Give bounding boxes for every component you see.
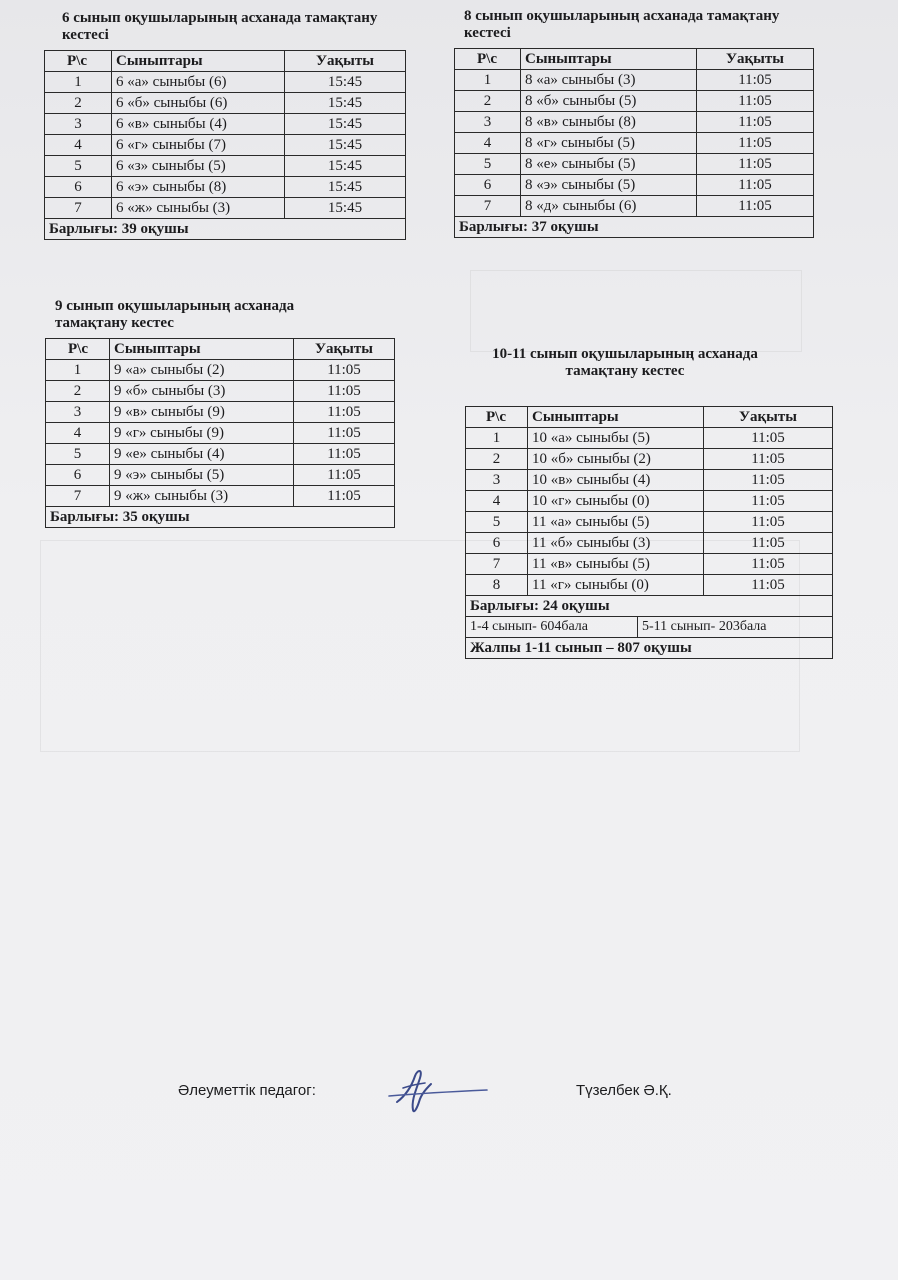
row-time: 11:05	[294, 360, 395, 381]
row-num: 7	[466, 554, 528, 575]
row-class: 9 «ж» сыныбы (3)	[110, 486, 294, 507]
table-row	[466, 428, 833, 449]
row-class: 9 «е» сыныбы (4)	[110, 444, 294, 465]
header-row	[46, 339, 395, 360]
row-class: 6 «б» сыныбы (6)	[112, 93, 285, 114]
table-title	[45, 298, 355, 332]
table-row	[455, 91, 814, 112]
table-row	[455, 175, 814, 196]
row-num: 3	[455, 112, 521, 133]
total-row	[46, 507, 395, 528]
table-grade-6	[44, 10, 406, 240]
row-num: 5	[46, 444, 110, 465]
row-num: 5	[466, 512, 528, 533]
table-grade-8	[454, 8, 814, 238]
row-class: 6 «з» сыныбы (5)	[112, 156, 285, 177]
schedule-table	[45, 338, 395, 528]
row-time: 11:05	[697, 196, 814, 217]
table-row	[466, 491, 833, 512]
header-num: Р\с	[466, 407, 528, 428]
summary-row	[466, 617, 833, 638]
table-title	[44, 10, 406, 44]
table-row	[45, 93, 406, 114]
header-row	[466, 407, 833, 428]
row-time: 11:05	[704, 449, 833, 470]
table-row	[466, 470, 833, 491]
row-time: 15:45	[285, 114, 406, 135]
row-class: 9 «э» сыныбы (5)	[110, 465, 294, 486]
row-time: 15:45	[285, 177, 406, 198]
row-class: 8 «г» сыныбы (5)	[521, 133, 697, 154]
schedule-table	[454, 48, 814, 238]
row-time: 11:05	[697, 91, 814, 112]
table-row	[45, 72, 406, 93]
table-row	[45, 135, 406, 156]
header-time: Уақыты	[285, 51, 406, 72]
row-class: 11 «а» сыныбы (5)	[528, 512, 704, 533]
row-time: 11:05	[294, 465, 395, 486]
row-num: 6	[45, 177, 112, 198]
title-text: 6 сынып оқушыларының асханада тамақтану кестесі	[62, 10, 378, 43]
total-row	[45, 219, 406, 240]
total-cell: Барлығы: 35 оқушы	[46, 507, 395, 528]
row-num: 6	[455, 175, 521, 196]
row-time: 11:05	[294, 423, 395, 444]
row-num: 7	[46, 486, 110, 507]
table-row	[455, 112, 814, 133]
row-time: 11:05	[704, 428, 833, 449]
row-class: 8 «д» сыныбы (6)	[521, 196, 697, 217]
row-time: 11:05	[294, 381, 395, 402]
grand-total-row	[466, 638, 833, 659]
table-row	[46, 423, 395, 444]
table-row	[466, 575, 833, 596]
row-class: 9 «б» сыныбы (3)	[110, 381, 294, 402]
header-class: Сыныптары	[110, 339, 294, 360]
row-time: 11:05	[704, 554, 833, 575]
row-time: 11:05	[697, 70, 814, 91]
row-class: 6 «в» сыныбы (4)	[112, 114, 285, 135]
header-num: Р\с	[45, 51, 112, 72]
table-row	[45, 198, 406, 219]
row-num: 4	[466, 491, 528, 512]
row-class: 11 «г» сыныбы (0)	[528, 575, 704, 596]
row-time: 15:45	[285, 93, 406, 114]
row-time: 11:05	[294, 402, 395, 423]
row-class: 8 «а» сыныбы (3)	[521, 70, 697, 91]
row-time: 11:05	[704, 470, 833, 491]
header-time: Уақыты	[704, 407, 833, 428]
row-num: 3	[46, 402, 110, 423]
row-class: 8 «е» сыныбы (5)	[521, 154, 697, 175]
grand-total-cell: Жалпы 1-11 сынып – 807 оқушы	[466, 638, 833, 659]
header-row	[455, 49, 814, 70]
row-time: 15:45	[285, 135, 406, 156]
header-num: Р\с	[46, 339, 110, 360]
header-class: Сыныптары	[528, 407, 704, 428]
row-class: 8 «э» сыныбы (5)	[521, 175, 697, 196]
row-time: 11:05	[294, 486, 395, 507]
row-num: 5	[45, 156, 112, 177]
row-class: 6 «а» сыныбы (6)	[112, 72, 285, 93]
schedule-table	[465, 406, 833, 617]
row-class: 8 «в» сыныбы (8)	[521, 112, 697, 133]
row-num: 1	[46, 360, 110, 381]
signature-label: Әлеуметтік педагог:	[178, 1082, 316, 1099]
total-row	[466, 596, 833, 617]
header-time: Уақыты	[697, 49, 814, 70]
signature-row	[178, 1080, 738, 1120]
row-num: 2	[45, 93, 112, 114]
summary-table	[465, 617, 833, 659]
row-num: 2	[46, 381, 110, 402]
table-row	[45, 114, 406, 135]
row-time: 11:05	[704, 533, 833, 554]
header-time: Уақыты	[294, 339, 395, 360]
row-time: 11:05	[697, 133, 814, 154]
row-time: 11:05	[704, 512, 833, 533]
title-text: 9 сынып оқушыларының асханада тамақтану кестес	[55, 298, 295, 331]
row-time: 11:05	[697, 175, 814, 196]
row-num: 7	[45, 198, 112, 219]
row-num: 8	[466, 575, 528, 596]
table-title	[455, 346, 795, 380]
table-grade-9	[45, 298, 395, 528]
header-class: Сыныптары	[112, 51, 285, 72]
row-time: 11:05	[294, 444, 395, 465]
signature-scribble	[383, 1066, 493, 1116]
row-time: 11:05	[704, 491, 833, 512]
table-row	[455, 70, 814, 91]
row-time: 11:05	[697, 112, 814, 133]
table-row	[466, 449, 833, 470]
table-row	[455, 196, 814, 217]
row-class: 6 «г» сыныбы (7)	[112, 135, 285, 156]
table-row	[466, 512, 833, 533]
row-time: 15:45	[285, 198, 406, 219]
handwritten-signature	[383, 1066, 493, 1120]
row-num: 4	[455, 133, 521, 154]
summary-secondary: 5-11 сынып- 203бала	[638, 617, 833, 638]
row-num: 7	[455, 196, 521, 217]
table-row	[46, 360, 395, 381]
row-time: 15:45	[285, 72, 406, 93]
row-num: 2	[455, 91, 521, 112]
table-row	[46, 465, 395, 486]
header-class: Сыныптары	[521, 49, 697, 70]
header-row	[45, 51, 406, 72]
row-num: 1	[455, 70, 521, 91]
row-num: 5	[455, 154, 521, 175]
row-time: 15:45	[285, 156, 406, 177]
row-class: 6 «э» сыныбы (8)	[112, 177, 285, 198]
row-class: 10 «в» сыныбы (4)	[528, 470, 704, 491]
row-num: 6	[466, 533, 528, 554]
row-num: 1	[45, 72, 112, 93]
row-class: 9 «а» сыныбы (2)	[110, 360, 294, 381]
header-num: Р\с	[455, 49, 521, 70]
row-class: 10 «б» сыныбы (2)	[528, 449, 704, 470]
row-class: 8 «б» сыныбы (5)	[521, 91, 697, 112]
total-row	[455, 217, 814, 238]
title-text: 10-11 сынып оқушыларының асханада тамақтану кестес	[492, 346, 758, 379]
table-row	[455, 133, 814, 154]
title-text: 8 сынып оқушыларының асханада тамақтану кестесі	[464, 8, 780, 41]
row-class: 9 «в» сыныбы (9)	[110, 402, 294, 423]
total-cell: Барлығы: 37 оқушы	[455, 217, 814, 238]
summary-primary: 1-4 сынып- 604бала	[466, 617, 638, 638]
row-num: 3	[466, 470, 528, 491]
show-through-shape	[470, 270, 802, 352]
table-row	[46, 444, 395, 465]
table-row	[46, 381, 395, 402]
total-cell: Барлығы: 39 оқушы	[45, 219, 406, 240]
table-row	[45, 177, 406, 198]
total-cell: Барлығы: 24 оқушы	[466, 596, 833, 617]
row-class: 6 «ж» сыныбы (3)	[112, 198, 285, 219]
row-num: 1	[466, 428, 528, 449]
row-class: 10 «а» сыныбы (5)	[528, 428, 704, 449]
schedule-table	[44, 50, 406, 240]
row-class: 9 «г» сыныбы (9)	[110, 423, 294, 444]
row-num: 4	[46, 423, 110, 444]
signature-name: Түзелбек Ә.Қ.	[576, 1082, 672, 1099]
table-row	[455, 154, 814, 175]
row-time: 11:05	[697, 154, 814, 175]
row-class: 11 «в» сыныбы (5)	[528, 554, 704, 575]
table-row	[46, 402, 395, 423]
row-time: 11:05	[704, 575, 833, 596]
row-class: 11 «б» сыныбы (3)	[528, 533, 704, 554]
row-num: 4	[45, 135, 112, 156]
table-row	[45, 156, 406, 177]
row-num: 2	[466, 449, 528, 470]
table-row	[46, 486, 395, 507]
row-class: 10 «г» сыныбы (0)	[528, 491, 704, 512]
table-row	[466, 554, 833, 575]
row-num: 3	[45, 114, 112, 135]
table-title	[454, 8, 814, 42]
table-grade-10-11	[465, 346, 833, 659]
row-num: 6	[46, 465, 110, 486]
table-row	[466, 533, 833, 554]
